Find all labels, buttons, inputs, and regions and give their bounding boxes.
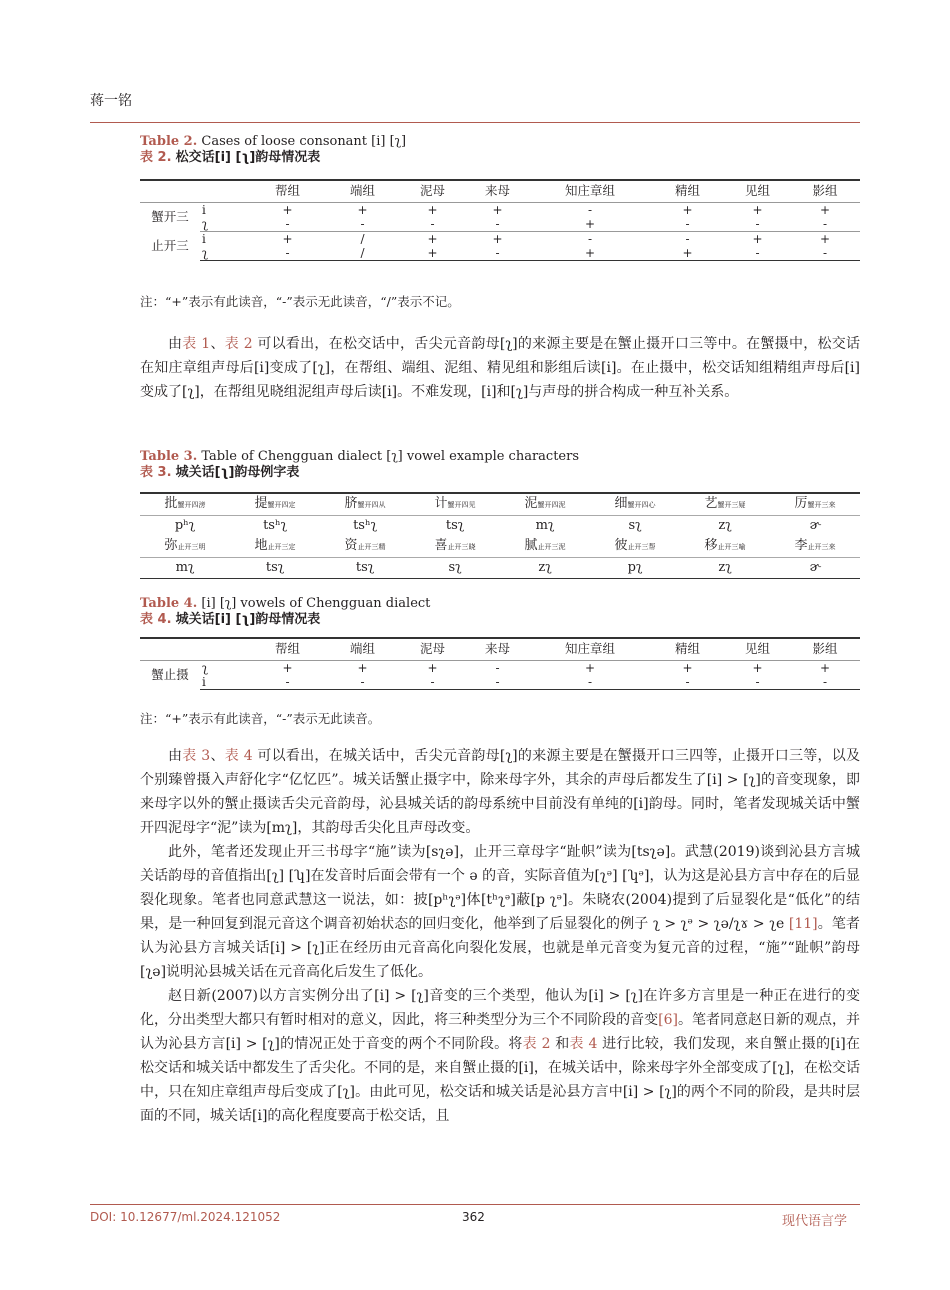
cross-reference-link[interactable]: 表 2 bbox=[522, 1036, 551, 1052]
example-char-source: 蟹开三来 bbox=[807, 501, 836, 509]
table-cell: + bbox=[819, 203, 831, 217]
table-cell: + bbox=[752, 232, 763, 246]
table-cell: - bbox=[587, 203, 593, 217]
column-header: 端组 bbox=[325, 180, 400, 203]
table-row bbox=[140, 232, 860, 247]
table-cell: + bbox=[530, 217, 650, 232]
cross-reference-link[interactable]: 表 3 bbox=[182, 748, 211, 764]
example-char-source: 蟹开四心 bbox=[627, 501, 656, 509]
table2-note: 注：“+”表示有此读音，“-”表示无此读音，“/”表示不记。 bbox=[140, 294, 460, 309]
example-char-source: 止开三定 bbox=[267, 543, 296, 551]
example-char: 地 bbox=[254, 538, 268, 553]
example-char: 腻 bbox=[524, 538, 538, 553]
example-pronunciation: ɚ bbox=[809, 518, 821, 533]
table-cell: + bbox=[427, 232, 438, 246]
table2-caption-zh-label: 表 2. bbox=[140, 150, 172, 165]
table3-caption-en-label: Table 3. bbox=[140, 449, 198, 464]
table-cell: + bbox=[400, 246, 465, 261]
cross-reference-link[interactable]: 表 2 bbox=[224, 336, 253, 352]
example-char: 艺 bbox=[704, 496, 718, 511]
table4-caption-zh-label: 表 4. bbox=[140, 612, 172, 627]
example-char: 细 bbox=[614, 496, 628, 511]
example-char: 厉 bbox=[794, 496, 808, 511]
example-char: 李 bbox=[794, 538, 808, 553]
example-character bbox=[770, 536, 860, 558]
table-cell: + bbox=[282, 661, 293, 675]
example-character bbox=[230, 494, 320, 516]
column-header: 泥母 bbox=[400, 180, 465, 203]
table4-caption bbox=[140, 596, 430, 628]
example-character bbox=[230, 536, 320, 558]
example-char-source: 止开三明 bbox=[177, 543, 206, 551]
table-cell: - bbox=[685, 232, 690, 246]
table-cell: - bbox=[250, 675, 325, 690]
table-cell: - bbox=[725, 217, 790, 232]
row-sublabel: i bbox=[202, 203, 206, 217]
example-char-source: 蟹开四定 bbox=[267, 501, 296, 509]
table3-caption bbox=[140, 449, 579, 481]
table-cell: - bbox=[725, 675, 790, 690]
row-label: 蟹止摄 bbox=[151, 667, 189, 683]
table4-caption-en-label: Table 4. bbox=[140, 596, 198, 611]
table3-caption-zh: 城关话[ʅ]韵母例字表 bbox=[175, 465, 300, 480]
table-cell: + bbox=[752, 661, 763, 675]
table-cell: + bbox=[584, 661, 596, 675]
table3 bbox=[140, 494, 860, 579]
table-cell: + bbox=[357, 661, 368, 675]
table-cell: - bbox=[465, 246, 530, 261]
example-character bbox=[680, 494, 770, 516]
table-cell: - bbox=[790, 246, 860, 261]
table-cell: + bbox=[819, 232, 831, 246]
table-cell: + bbox=[530, 246, 650, 261]
example-char: 移 bbox=[704, 538, 718, 553]
table-row bbox=[140, 661, 860, 676]
body-text bbox=[140, 744, 860, 1128]
example-char-source: 蟹开四从 bbox=[357, 501, 386, 509]
example-pronunciation: pʰʅ bbox=[174, 518, 196, 533]
example-pronunciation: zʅ bbox=[500, 558, 590, 579]
cross-reference-link[interactable]: 表 4 bbox=[224, 748, 253, 764]
example-char: 彼 bbox=[614, 538, 628, 553]
example-pronunciation: pʅ bbox=[590, 558, 680, 579]
example-char-source: 蟹开四见 bbox=[447, 501, 476, 509]
table-cell: - bbox=[587, 232, 593, 246]
row-label: 止开三 bbox=[151, 238, 189, 253]
table-cell: / bbox=[325, 246, 400, 261]
table-cell: + bbox=[492, 203, 503, 217]
table-cell: + bbox=[682, 203, 693, 217]
example-char-source: 止开三帮 bbox=[627, 543, 656, 551]
table-cell: / bbox=[360, 232, 365, 246]
column-header: 见组 bbox=[725, 638, 790, 661]
column-header: 来母 bbox=[465, 180, 530, 203]
example-char: 批 bbox=[164, 496, 178, 511]
example-char: 提 bbox=[254, 496, 268, 511]
table4-note: 注：“+”表示有此读音，“-”表示无此读音。 bbox=[140, 711, 381, 726]
paragraph-4: 赵日新(2007)以方言实例分出了[i] > [ʅ]音变的三个类型，他认为[i] > [ʅ]在许多方言里是一种正在进行的变化，分出类型大都只有暂时相对的意义，因此，将三种类型分为三个不同阶段的音变[6]。笔者同意赵日新的观点，并认为沁县方言[i] > [ʅ]的情况正处于音变的两个不同阶段。将表 2 和表 4 进行比较，我们发现，来自蟹止摄的[i]在松交话和城关话中都发生了舌尖化。不同的是，来自蟹止摄的[i]，在城关话中，除来母字外全部变成了[ʅ]，在松交话中，只在知庄章组声母后变成了[ʅ]。由此可见，松交话和城关话是沁县方言中[i] > [ʅ]的两个不同的阶段，是共时层面的不同，城关话[i]的高化程度要高于松交话，且 bbox=[140, 988, 861, 1124]
table-cell: - bbox=[325, 675, 400, 690]
example-char-source: 止开三精 bbox=[357, 543, 386, 551]
example-character bbox=[410, 536, 500, 558]
table-cell: + bbox=[682, 661, 693, 675]
table-row bbox=[140, 203, 860, 218]
column-header: 知庄章组 bbox=[530, 180, 650, 203]
table2-caption bbox=[140, 134, 406, 166]
example-char-source: 止开三喻 bbox=[717, 543, 746, 551]
example-char: 泥 bbox=[524, 496, 538, 511]
example-character bbox=[320, 536, 410, 558]
table-cell: - bbox=[400, 675, 465, 690]
example-pronunciation: zʅ bbox=[680, 558, 770, 579]
table-cell: - bbox=[790, 217, 860, 232]
table-cell: - bbox=[465, 675, 530, 690]
example-pronunciation: sʅ bbox=[628, 518, 642, 533]
column-header: 知庄章组 bbox=[530, 638, 650, 661]
example-character bbox=[500, 536, 590, 558]
cross-reference-link[interactable]: [11] bbox=[788, 916, 818, 932]
table-cell: + bbox=[427, 661, 438, 675]
table-cell: - bbox=[725, 246, 790, 261]
example-char-source: 蟹开三疑 bbox=[717, 501, 746, 509]
table-cell: + bbox=[650, 246, 725, 261]
example-character bbox=[320, 494, 410, 516]
example-pronunciation: mʅ bbox=[140, 558, 230, 579]
table-cell: - bbox=[650, 675, 725, 690]
example-pronunciation: sʅ bbox=[410, 558, 500, 579]
table-cell: - bbox=[325, 217, 400, 232]
example-pronunciation: mʅ bbox=[535, 518, 555, 533]
example-pronunciation: tsʰʅ bbox=[353, 518, 377, 533]
column-header: 精组 bbox=[650, 638, 725, 661]
column-header: 影组 bbox=[790, 638, 860, 661]
example-char-source: 止开三来 bbox=[807, 543, 836, 551]
table-cell: - bbox=[250, 217, 325, 232]
table3-caption-zh-label: 表 3. bbox=[140, 465, 172, 480]
example-char-source: 止开三晓 bbox=[447, 543, 476, 551]
cross-reference-link[interactable]: 表 4 bbox=[569, 1036, 598, 1052]
column-header: 端组 bbox=[325, 638, 400, 661]
column-header: 影组 bbox=[790, 180, 860, 203]
table2-caption-en-label: Table 2. bbox=[140, 134, 198, 149]
header-blank bbox=[140, 180, 200, 203]
header-blank bbox=[200, 638, 250, 661]
table-cell: + bbox=[282, 203, 293, 217]
table4-caption-en: [i] [ʅ] vowels of Chengguan dialect bbox=[201, 596, 431, 611]
row-sublabel: i bbox=[202, 232, 206, 246]
header-blank bbox=[200, 180, 250, 203]
example-char: 弥 bbox=[164, 538, 178, 553]
example-pronunciation: tsʅ bbox=[445, 518, 465, 533]
table-cell: + bbox=[819, 661, 831, 675]
page-number: 362 bbox=[462, 1210, 485, 1224]
column-header: 精组 bbox=[650, 180, 725, 203]
cross-reference-link[interactable]: [6] bbox=[658, 1012, 678, 1028]
table-row bbox=[140, 217, 860, 232]
footer-rule bbox=[90, 1204, 860, 1205]
table-cell: - bbox=[650, 217, 725, 232]
table-cell: + bbox=[357, 203, 368, 217]
table3-caption-en: Table of Chengguan dialect [ʅ] vowel example characters bbox=[201, 449, 579, 464]
table4 bbox=[140, 638, 860, 690]
example-char-source: 止开三泥 bbox=[537, 543, 566, 551]
example-character bbox=[140, 494, 230, 516]
table-cell: + bbox=[752, 203, 763, 217]
table-cell: - bbox=[465, 217, 530, 232]
header-blank bbox=[140, 638, 200, 661]
table2 bbox=[140, 180, 860, 261]
row-sublabel: ʅ bbox=[202, 661, 208, 675]
paragraph-3: 此外，笔者还发现止开三书母字“施”读为[sʅə]，止开三章母字“趾帜”读为[tsʅə]。武慧(2019)谈到沁县方言城关话韵母的音值指出[ʅ] [ʮ]在发音时后面会带有一个 ə 的音，实际音值为[ʅᵊ] [ʮᵊ]，认为这是沁县方言中存在的后显裂化现象。笔者也同意武慧这一说法，如：披[pʰʅᵊ]体[tʰʅᵊ]蔽[p ʅᵊ]。朱晓农(2004)提到了后显裂化是“低化”的结果，是一种回复到混元音这个调音初始状态的回归变化，他举到了后显裂化的例子 ʅ > ʅᵊ > ʅə/ʅɤ > ʅe [11]。笔者认为沁县方言城关话[i] > [ʅ]正在经历由元音高化向裂化发展，也就是单元音变为复元音的过程，“施”“趾帜”韵母[ʅə]说明沁县城关话在元音高化后发生了低化。 bbox=[140, 844, 860, 980]
table-cell: + bbox=[427, 203, 438, 217]
example-character bbox=[500, 494, 590, 516]
example-pronunciation: ɚ bbox=[770, 558, 860, 579]
running-header-author: 蒋一铭 bbox=[90, 93, 132, 109]
paragraph-1: 由表 1、表 2 可以看出，在松交话中，舌尖元音韵母[ʅ]的来源主要是在蟹止摄开口三等中。在蟹摄中，松交话在知庄章组声母后[i]变成了[ʅ]，在帮组、端组、泥组、精见组和影组后读[i]。在止摄中，松交话知组精组声母后[i]变成了[ʅ]，在帮组见晓组泥组声母后读[i]。不难发现，[i]和[ʅ]与声母的拼合构成一种互补关系。 bbox=[140, 336, 861, 400]
table-cell: + bbox=[282, 232, 293, 246]
example-pronunciation: zʅ bbox=[718, 518, 732, 533]
example-pronunciation: tsʰʅ bbox=[263, 518, 287, 533]
table-row bbox=[140, 246, 860, 261]
table-cell: - bbox=[400, 217, 465, 232]
example-character bbox=[590, 536, 680, 558]
row-sublabel: i bbox=[200, 675, 250, 690]
example-char-source: 蟹开四泥 bbox=[537, 501, 566, 509]
column-header: 来母 bbox=[465, 638, 530, 661]
column-header: 帮组 bbox=[250, 638, 325, 661]
example-character bbox=[410, 494, 500, 516]
row-label: 蟹开三 bbox=[151, 209, 189, 225]
column-header: 帮组 bbox=[250, 180, 325, 203]
journal-name: 现代语言学 bbox=[782, 1214, 848, 1229]
example-pronunciation: tsʅ bbox=[320, 558, 410, 579]
row-sublabel: ʅ bbox=[200, 246, 250, 261]
cross-reference-link[interactable]: 表 1 bbox=[182, 336, 211, 352]
header-rule bbox=[90, 122, 860, 123]
paragraph-2: 由表 3、表 4 可以看出，在城关话中，舌尖元音韵母[ʅ]的来源主要是在蟹摄开口三四等，止摄开口三等，以及个别臻曾摄入声舒化字“亿忆匹”。城关话蟹止摄字中，除来母字外，其余的声母后都发生了[i] > [ʅ]的音变现象，即来母字以外的蟹止摄读舌尖元音韵母，沁县城关话的韵母系统中目前没有单纯的[i]韵母。同时，笔者发现城关话中蟹开四泥母字“泥”读为[mʅ]，其韵母舌尖化且声母改变。 bbox=[140, 748, 861, 836]
example-char: 脐 bbox=[344, 496, 358, 511]
example-character bbox=[680, 536, 770, 558]
table2-caption-zh: 松交话[i] [ʅ]韵母情况表 bbox=[175, 150, 321, 165]
example-char: 资 bbox=[344, 538, 358, 553]
table-cell: - bbox=[790, 675, 860, 690]
example-char: 计 bbox=[434, 496, 448, 511]
example-pronunciation: tsʅ bbox=[230, 558, 320, 579]
table-cell: + bbox=[492, 232, 503, 246]
example-character bbox=[590, 494, 680, 516]
footer-doi[interactable]: DOI: 10.12677/ml.2024.121052 bbox=[90, 1210, 281, 1224]
example-char-source: 蟹开四滂 bbox=[177, 501, 206, 509]
table-cell: - bbox=[495, 661, 500, 675]
table-cell: - bbox=[530, 675, 650, 690]
table4-caption-zh: 城关话[i] [ʅ]韵母情况表 bbox=[175, 612, 321, 627]
table-cell: - bbox=[250, 246, 325, 261]
example-character bbox=[770, 494, 860, 516]
column-header: 泥母 bbox=[400, 638, 465, 661]
column-header: 见组 bbox=[725, 180, 790, 203]
table2-caption-en: Cases of loose consonant [i] [ʅ] bbox=[201, 134, 407, 149]
example-char: 喜 bbox=[434, 538, 448, 553]
row-sublabel: ʅ bbox=[200, 217, 250, 232]
example-character bbox=[140, 536, 230, 558]
table-row bbox=[140, 675, 860, 690]
